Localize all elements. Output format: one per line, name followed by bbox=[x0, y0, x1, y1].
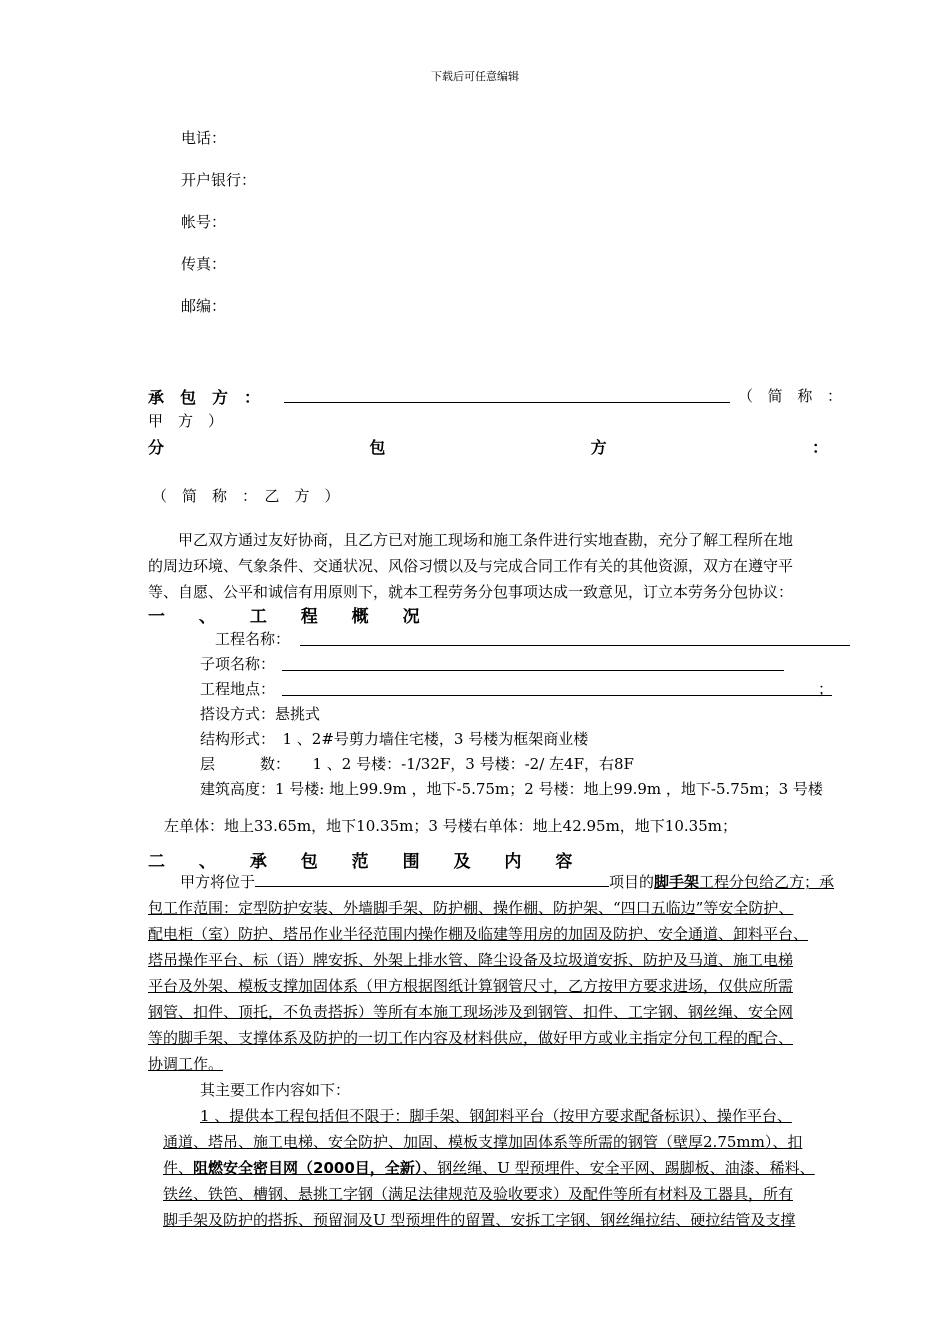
page-header: 下载后可任意编辑 bbox=[431, 70, 519, 83]
item1-line-4 bbox=[148, 1182, 793, 1206]
contractor-label bbox=[148, 385, 260, 408]
project-location-blank bbox=[255, 870, 609, 887]
item1-line-4-text: 铁丝、铁笆、槽钢、悬挑工字钢（满足法律规范及验收要求）及配件等所有材料及工器具，所有 bbox=[163, 1185, 794, 1203]
item1-l3-post: 、钢丝绳、U 型预埋件、安全平网、踢脚板、油漆、稀料、 bbox=[422, 1159, 815, 1177]
project-name-blank bbox=[300, 645, 850, 646]
scope-pre: 甲方将位于 bbox=[180, 873, 256, 891]
char: ： bbox=[243, 388, 260, 407]
scope-line-6: 等的脚手架、支撑体系及防护的一切工作内容及材料供应，做好甲方或业主指定分包工程的配合、 bbox=[148, 1029, 794, 1047]
scope-line-3: 塔吊操作平台、标（语）牌安拆、外架上排水管、降尘设备及垃圾道安拆、防护及马道、施工电梯 bbox=[148, 951, 794, 969]
building-height: 建筑高度：1 号楼: 地上99.9m ，地下-5.75m；2 号楼：地上99.9m ，地下-5.75m；3 号楼 bbox=[200, 780, 823, 798]
intro-line-2: 的周边环境、气象条件、交通状况、风俗习惯以及与完成合同工作有关的其他资源，双方在遵守平 bbox=[148, 557, 794, 575]
item1-l3-bold: 阻燃安全密目网（2000目，全新） bbox=[193, 1159, 423, 1177]
structure-type: 结构形式： 1 、2#号剪力墙住宅楼，3 号楼为框架商业楼 bbox=[200, 730, 589, 748]
subcontractor-label bbox=[148, 435, 828, 458]
char: 承 bbox=[148, 388, 165, 407]
scope-line-4: 平台及外架、模板支撑加固体系（甲方根据图纸计算钢管尺寸，乙方按甲方要求进场，仅供应所需 bbox=[148, 977, 794, 995]
erection-method: 搭设方式：悬挑式 bbox=[200, 705, 321, 723]
item1-line-2 bbox=[148, 1130, 802, 1154]
contractor-blank bbox=[284, 402, 730, 403]
char: 称 bbox=[797, 387, 813, 405]
item1-line-2-text: 通道、塔吊、施工电梯、安全防护、加固、模板支撑加固体系等所需的钢管（壁厚2.75mm）、扣 bbox=[163, 1133, 803, 1151]
scope-line-1: 包工作范围：定型防护安装、外墙脚手架、防护棚、操作棚、防护架、“四口五临边”等安全防护、 bbox=[148, 899, 794, 917]
item1-line-5 bbox=[148, 1208, 795, 1232]
char: （ bbox=[738, 387, 754, 405]
scope-mid: 项目的 bbox=[609, 873, 655, 891]
char: 方 bbox=[211, 388, 228, 407]
floor-count: 层 数： 1 、2 号楼：-1/32F，3 号楼：-2/ 左4F，右8F bbox=[200, 755, 634, 773]
char: ： bbox=[826, 387, 842, 405]
scope-post: 工程分包给乙方；承 bbox=[699, 873, 835, 891]
building-height-cont: 左单体：地上33.65m，地下10.35m；3 号楼右单体：地上42.95m，地下10.35m； bbox=[164, 817, 737, 835]
location-blank bbox=[282, 695, 832, 696]
char: 包 bbox=[369, 438, 386, 457]
scope-line-2: 配电柜（室）防护、塔吊作业半径范围内操作棚及临建等用房的加固及防护、安全通道、卸料平台、 bbox=[148, 925, 809, 943]
account-label: 帐号： bbox=[181, 213, 227, 231]
location-end: ； bbox=[818, 680, 834, 698]
contractor-abbr bbox=[738, 385, 842, 406]
char: 包 bbox=[179, 388, 196, 407]
scope-line-7: 协调工作。 bbox=[148, 1055, 224, 1073]
item1-line-1: 1 、提供本工程包括但不限于：脚手架、钢卸料平台（按甲方要求配备标识）、操作平台、 bbox=[200, 1107, 792, 1125]
location-label: 工程地点： bbox=[200, 680, 276, 698]
item1-line-5-text: 脚手架及防护的搭拆、预留洞及U 型预埋件的留置、安拆工字钢、钢丝绳拉结、硬拉结管及支撑 bbox=[163, 1211, 796, 1229]
item1-line-3 bbox=[148, 1156, 815, 1180]
item1-l3-pre: 件、 bbox=[163, 1159, 194, 1177]
char: 分 bbox=[148, 438, 165, 457]
bank-label: 开户银行： bbox=[181, 171, 257, 189]
sub-item-blank bbox=[282, 670, 784, 671]
section1-title: 一 、 工 程 概 况 bbox=[148, 607, 434, 627]
char: 方 bbox=[590, 438, 607, 457]
contractor-abbr-cont: 甲 方 ） bbox=[148, 412, 224, 430]
section2-title: 二 、 承 包 范 围 及 内 容 bbox=[148, 852, 587, 872]
sub-item-label: 子项名称： bbox=[200, 655, 276, 673]
main-work-heading: 其主要工作内容如下： bbox=[200, 1081, 351, 1099]
fax-label: 传真： bbox=[181, 255, 227, 273]
char: 简 bbox=[767, 387, 783, 405]
scope-first-line bbox=[180, 870, 834, 894]
postcode-label: 邮编： bbox=[181, 297, 227, 315]
scope-line-5: 钢管、扣件、顶托，不负责搭拆）等所有本施工现场涉及到钢管、扣件、工字钢、钢丝绳、安全网 bbox=[148, 1003, 794, 1021]
subcontractor-abbr: （ 简 称 ： 乙 方 ） bbox=[152, 487, 340, 505]
char: ： bbox=[811, 438, 828, 457]
project-name-label: 工程名称： bbox=[215, 630, 291, 648]
phone-label: 电话： bbox=[181, 129, 227, 147]
intro-line-1: 甲乙双方通过友好协商，且乙方已对施工现场和施工条件进行实地查勘，充分了解工程所在地 bbox=[148, 531, 794, 549]
intro-line-3: 等、自愿、公平和诚信有用原则下，就本工程劳务分包事项达成一致意见，订立本劳务分包协议： bbox=[148, 583, 794, 601]
scope-bold: 脚手架 bbox=[654, 873, 700, 891]
